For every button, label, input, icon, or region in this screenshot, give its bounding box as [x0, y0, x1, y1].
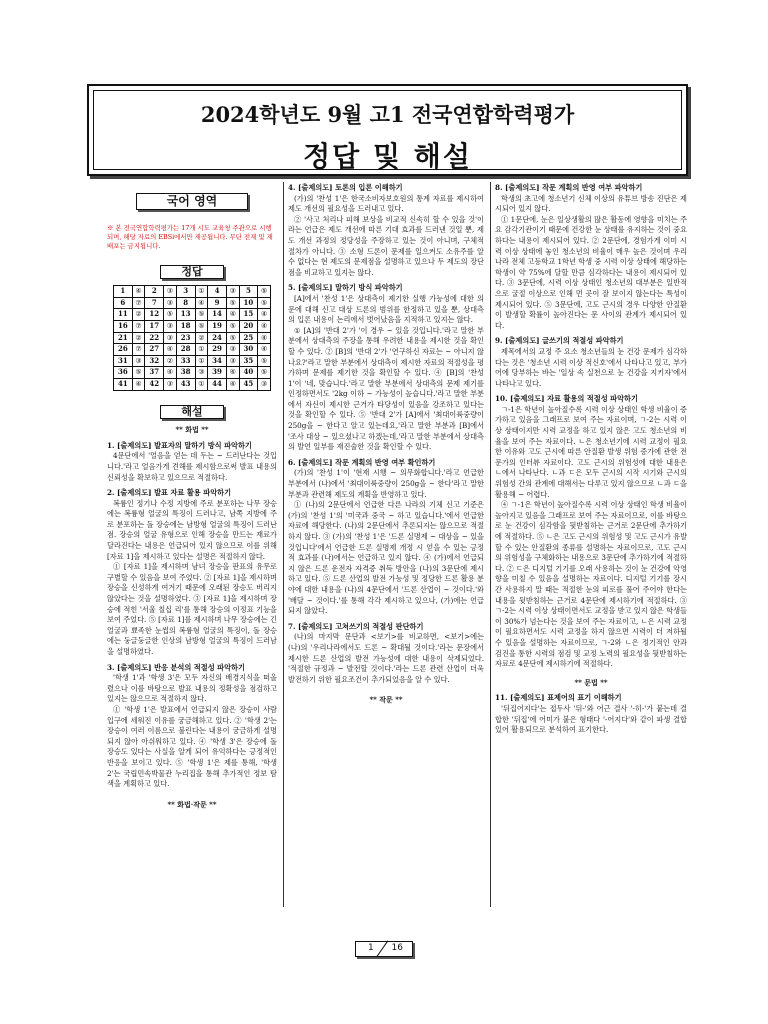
answer-choice: ③: [226, 355, 239, 367]
column-1: [107, 183, 277, 814]
answer-question-number: 24: [208, 332, 227, 344]
answer-row: [114, 367, 271, 379]
question-10-title: 10. [출제의도] 자료 활용의 적절성 파악하기: [495, 394, 638, 404]
answer-question-number: 6: [114, 297, 133, 309]
question-4-body: (가)의 '찬성 1'은 한국소비자보호원의 통계 자료를 제시하여 제도 개선의 필요성을 드러내고 있다.: [288, 193, 484, 214]
answer-choice: ③: [164, 320, 177, 332]
answer-choice: ⑤: [226, 297, 239, 309]
page-number: 1: [368, 943, 374, 953]
question-5-title: 5. [출제의도] 말하기 방식 파악하기: [288, 283, 403, 293]
answer-question-number: 11: [114, 309, 133, 321]
answer-row: [114, 286, 271, 298]
question-2-title: 2. [출제의도] 발표 자료 활용 파악하기: [107, 488, 232, 498]
answer-choice: ②: [195, 332, 208, 344]
question-4-title: 4. [출제의도] 토론의 입론 이해하기: [288, 183, 403, 192]
answer-question-number: 13: [176, 309, 195, 321]
answer-choice: ⑤: [195, 320, 208, 332]
question-5-body-options: ① [A]의 '반대 2'가 '이 경우 ~ 있을 것입니다.'라고 말한 부분에서 상대측의 주장을 통해 우려한 내용을 제시한 것을 확인할 수 있다. ② [B]의 '반대 2'가 '연구하신 자료는 ~ 아니지 않나요?'라고 말한 부분에서 상대측이 제시한 자료의 적절성을 평가하며 문제를 제기한 것을 확인할 수 있다. ④ [B]의 '찬성 1'이 '네, 맞습니다.'라고 말한 부분에서 상대측의 문제 제기를 인정하면서도 '2kg 이하 ~ 가능성이 높습니다.'라고 말한 부분에서 자신이 제시한 근거가 타당성이 있음을 강조하고 있다는 것을 확인할 수 있다. ⑤ '반대 2'가 [A]에서 '최대이륙중량이 250g을 ~ 한다고 알고 있는데요,'라고 말한 부분과 [B]에서 '조사 대상 ~ 있으셨나고 하겠는데,'라고 말한 부분에서 상대측의 발언 일부를 재진술한 것을 확인할 수 있다.: [288, 325, 484, 452]
header-inner-frame: [93, 90, 682, 173]
answer-choice: ④: [258, 344, 271, 356]
answer-question-number: 27: [145, 344, 164, 356]
answer-question-number: 23: [176, 332, 195, 344]
question-9-title: 9. [출제의도] 글쓰기의 적절성 파악하기: [495, 336, 624, 346]
answer-question-number: 22: [145, 332, 164, 344]
answer-choice: ⑤: [226, 320, 239, 332]
answer-choice: ⑤: [132, 367, 145, 379]
answer-choice: ④: [226, 367, 239, 379]
answer-choice: ⑤: [226, 332, 239, 344]
section-heading-korean: 국어 영역: [136, 193, 248, 210]
answer-question-number: 31: [114, 355, 133, 367]
question-2-body: 복륭인 정기나 수정 지방에 주로 분포하는 나무 장승에는 복륭형 얼굴의 특징이 드러나고, 남쪽 지방에 주로 분포하는 돌 장승에는 남방형 얼굴의 특징이 드러난 점. 장승의 얼굴 유형으로 인해 장승을 만드는 재료가 달라진다는 내용은 언급되어 있지 않으므로 이를 위해 [자료 1]을 제시하고 있다는 설명은 적절하지 않다.: [107, 498, 277, 561]
answer-choice: ②: [132, 332, 145, 344]
question-11-title: 11. [출제의도] 표제어의 표기 이해하기: [495, 693, 622, 703]
question-5-body: [A]에서 '찬성 1'은 상대측이 제기한 실행 가능성에 대한 의문에 대해 신고 대상 드론의 범위를 한정하고 있을 뿐, 상대측의 입론 내용이 논리에서 벗어났음을 지적하고 있지는 않다.: [288, 293, 484, 325]
question-11-body: '뒤집어지다'는 접두사 '뒤-'와 어근 결사 '-히-'가 붙는데 결합한 '뒤집'에 어미가 붙은 형태다 '-어지다'와 같이 파생 결합 있어 활용되므로 분석하여 표기한다.: [495, 703, 687, 735]
answer-choice: ④: [258, 332, 271, 344]
question-6-body-options: ① (나)의 2문단에서 언급한 다른 나라의 기체 신고 기준은 (가)의 '찬성 1'의 '미국과 중국 ~ 하고 있습니다.'에서 언급한 자료에 해당한다. (나)의 2문단에서 추론되지는 않으므로 적절하지 않다. ③ (가)의 '찬성 1'은 '드론 실명제 ~ 대상을 ~ 있을 것입니다'에서 언급한 드론 실명제 개정 시 얻을 수 있는 긍정적 효과를 (나)에서는 언급하고 있지 않다. ④ (가)에서 언급되지 않은 드론 운전자 자격증 취득 방안을 (나)의 3문단에 제시하고 있다. ⑤ 드론 산업의 발전 가능성 및 정당한 드론 활용 분야에 대한 내용을 (나)의 4문단에서 '드론 산업이 ~ 것이다.'와 '배달 ~ 것이다.'를 통해 각각 제시하고 있으나, (가)에는 언급되지 않았다.: [288, 500, 484, 616]
part-heading-speech: ** 화법 **: [175, 425, 209, 435]
answer-choice: ②: [132, 309, 145, 321]
question-9-body: 제목에서의 교정 주 요소 청소년들의 눈 건강 문제가 심각하다는 것은 '청소년 시력 이상 적신호'에서 나타나고 있고, 부가어에 당부하는 바는 '일상 속 실천으로 눈 건강을 지키자'에서 나타나고 있다.: [495, 346, 687, 388]
answer-choice: ④: [195, 297, 208, 309]
answer-choice: ④: [132, 378, 145, 390]
answer-question-number: 4: [208, 286, 227, 298]
answer-choice: ④: [164, 367, 177, 379]
answer-question-number: 30: [239, 344, 258, 356]
explanation-heading: 해설: [160, 405, 224, 420]
answer-choice: ②: [164, 355, 177, 367]
question-7-title: 7. [출제의도] 고쳐쓰기의 적절성 판단하기: [288, 621, 424, 631]
question-8-body-options: ① 1문단에, 눈은 일상생활의 많은 활동에 영향을 미치는 주요 감각기관이기 때문에 건강한 눈 상태를 유지하는 것이 중요하다는 내용이 제시되어 있다. ② 2문단에, 경험가게 이미 시력 이상 상태에 놓인 청소년의 비율이 매우 높은 것이며 우리나라 전체 고등학교 1학년 학생 중 시력 이상 상태에 해당하는 학생이 약 75%에 달할 만큼 심각하다는 내용이 제시되어 있다. ③ 3문단에, 시력 이상 상태인 청소년의 대부분은 일반적으로 굴절 이상으로 인해 먼 곳이 잘 보이지 않는다는 특성이 제시되어 있다. ⑤ 3문단에, 고도 근시의 경우 다양한 안질환이 발생할 확률이 높아진다는 문 사이의 관계가 제시되어 있다.: [495, 214, 687, 330]
exam-title: 2024학년도 9월 고1 전국연합학력평가: [200, 102, 575, 127]
answer-choice: ③: [164, 286, 177, 298]
answer-question-number: 28: [176, 344, 195, 356]
answer-question-number: 32: [145, 355, 164, 367]
answer-question-number: 40: [239, 367, 258, 379]
question-10-body-options: ④ ㄱ-1은 학년이 높아질수록 시력 이상 상태인 학생 비율이 높아지고 있음을 그래프로 보여 주는 자료이므로, 이를 바탕으로 눈 건강이 심각함을 뒷받침하는 근거로 2문단에 추가하기에 적절하다. ⑤ ㄴ은 고도 근시의 위험성 및 고도 근시가 유발할 수 있는 안질환의 종류를 설명하는 자료이므로, 고도 근시의 위험성을 구체화하는 내용으로 3문단에 추가하기에 적절하다. ② ㄷ은 디지털 기기를 오래 사용하는 것이 눈 건강에 악영향을 미칠 수 있음을 설명하는 자료이다. 디지털 기기를 장시간 사용하지 말 때는 적절한 눈의 피로를 풀어 주어야 한다는 내용을 뒷받침하는 근거로 4문단에 제시하기에 적절하다. ③ ㄱ-2는 시력 이상 상태이면서도 교정을 받고 있지 않은 학생들이 30%가 넘는다는 것을 보여 주는 자료이고, ㄴ은 시력 교정이 필요하면서도 시력 교정을 하지 않으면 시력이 더 저하될 수 있음을 설명하는 자료이므로, ㄱ-2와 ㄴ은 정기적인 안과 검진을 통한 시력의 점검 및 교정 노력의 필요성을 뒷받침하는 자료로 4문단에 제시하기에 적절하다.: [495, 500, 688, 669]
answer-question-number: 39: [208, 367, 227, 379]
answer-choice: ③: [164, 332, 177, 344]
answer-row: [114, 297, 271, 309]
answer-choice: ⑦: [132, 320, 145, 332]
answer-question-number: 12: [145, 309, 164, 321]
answer-question-number: 34: [208, 355, 227, 367]
page-total: 16: [391, 943, 403, 953]
question-10-body: ㄱ-1은 학년이 높아질수록 시력 이상 상태인 학생 비율이 증가하고 있음을 그래프로 보여 주는 자료이며, ㄱ-2는 시력 이상 상태이지만 시력 교정을 하고 있지 않은 고도 청소년의 비율을 보여 주는 자료이다. ㄴ은 청소년기에 시력 교정이 필요한 이유와 고도 근시에 따른 안질환 발생 위험 증가에 관한 전문가의 인터뷰 자료이다. 고도 근시의 위험성에 대한 내용은 ㄴ에서 나타난다. ㄴ과 ㄷ은 모두 근시의 시작 시기와 근시의 위험성 간의 관계에 대해서는 다루고 있지 않으므로 ㄴ과 ㄷ을 활용해 ~ 어렵다.: [495, 404, 687, 499]
answer-question-number: 21: [114, 332, 133, 344]
copyright-notice: ※ 본 전국연합학력평가는 17개 시도 교육청 주관으로 시행되며, 해당 자료의 EBSi에서만 제공됩니다. 무단 전재 및 재배포는 금지됩니다.: [107, 223, 273, 250]
answer-question-number: 17: [145, 320, 164, 332]
column-divider-1: [283, 182, 284, 907]
answer-question-number: 5: [239, 286, 258, 298]
answer-question-number: 43: [176, 378, 195, 390]
answer-choice: ⑤: [164, 309, 177, 321]
answer-question-number: 2: [145, 286, 164, 298]
answer-row: [114, 320, 271, 332]
part-heading-speech-writing: ** 화법·작문 **: [167, 799, 217, 809]
column-2: [288, 183, 484, 710]
answer-choice: ⑤: [258, 297, 271, 309]
answer-question-number: 15: [239, 309, 258, 321]
answer-question-number: 14: [208, 309, 227, 321]
header-box: [87, 84, 688, 176]
question-3-body-options: ① '학생 1'은 발표에서 언급되지 않은 장승이 사람 입구에 세워진 이유를 궁금해하고 있다. ② '학생 2'는 장승이 여러 이름으로 불린다는 내용이 궁금하게 설명되지 않아 아쉬워하고 있다. ④ '학생 3'은 장승에 돌 장승도 있다는 사실을 알게 되어 유익하다는 긍정적인 반응을 보이고 있다. ⑤ '학생 1'은 제를 통해, '학생 2'는 국립민속박물관 누리집을 통해 추가적인 정보 탐색을 계획하고 있다.: [107, 704, 277, 789]
answer-key-title: 정답 및 해설: [303, 140, 472, 173]
answer-question-number: 38: [176, 367, 195, 379]
answer-choice: ④: [226, 309, 239, 321]
answer-choice: ④: [258, 320, 271, 332]
answer-choice: ④: [132, 286, 145, 298]
answer-row: [114, 332, 271, 344]
answer-question-number: 33: [176, 355, 195, 367]
answer-choice: ③: [132, 355, 145, 367]
answer-question-number: 19: [208, 320, 227, 332]
question-7-body: (나)의 마지막 문단과 <보기>를 비교하면, <보기>에는 (나)의 '우리나라에서도 드론 ~ 확대될 것이다.'라는 문장에서 제시한 드론 산업의 발전 가능성에 대한 내용이 삭제되었다. '적절한 규정과 ~ 발전할 것이다.'라는 드론 관련 산업이 더욱 발전하기 위한 필요조건이 추가되었음을 알 수 있다.: [288, 632, 484, 684]
question-4-body-options: ② '사고 처리나 피해 보상을 비교적 신속히 할 수 있을 것'이라는 언급은 제도 개선에 따른 기대 효과를 드러낸 것일 뿐, 제도 개선 과정의 정당성을 주장하고 있는 것이 아니며, 구체적 절차가 아니다. ③ 소형 드론이 문제를 일으켜도 소유주를 알 수 없다는 현 제도의 문제점을 설명하고 있으나 두 제도의 장단점을 비교하고 있지는 않다.: [288, 214, 484, 277]
answer-choice: ③: [164, 378, 177, 390]
question-6-title: 6. [출제의도] 작문 계획의 반영 여부 확인하기: [288, 457, 436, 467]
answer-choice: ①: [195, 378, 208, 390]
answer-question-number: 25: [239, 332, 258, 344]
question-1-body: 4문단에서 '얼음을 얻는 데 두는 ~ 드러난다는 것입니다.'라고 얼음가게 견해를 제시함으로써 발표 내용의 신뢰성을 확보하고 있으므로 적절하다.: [107, 451, 277, 482]
answer-question-number: 3: [176, 286, 195, 298]
column-3: [495, 183, 687, 736]
answer-question-number: 41: [114, 378, 133, 390]
answer-question-number: 16: [114, 320, 133, 332]
answer-choice: ③: [226, 344, 239, 356]
answer-choice: ①: [195, 286, 208, 298]
answer-heading: 정답: [160, 265, 224, 280]
page-number-slash: [377, 940, 389, 956]
question-1-title: 1. [출제의도] 발표자의 말하기 방식 파악하기: [107, 440, 252, 450]
answer-question-number: 10: [239, 297, 258, 309]
answer-question-number: 8: [176, 297, 195, 309]
answer-choice: ④: [226, 378, 239, 390]
answer-choice: ⑤: [258, 286, 271, 298]
question-8-title: 8. [출제의도] 작문 계획의 반영 여부 파악하기: [495, 183, 643, 192]
answer-question-number: 29: [208, 344, 227, 356]
answer-choice: ④: [258, 309, 271, 321]
answer-question-number: 18: [176, 320, 195, 332]
part-heading-writing: ** 작문 **: [369, 695, 403, 705]
part-heading-grammar: ** 문법 **: [574, 677, 608, 687]
answer-table: [113, 285, 271, 390]
answer-choice: ⑦: [132, 344, 145, 356]
answer-choice: ④: [164, 344, 177, 356]
answer-question-number: 20: [239, 320, 258, 332]
answer-choice: ⑤: [195, 309, 208, 321]
answer-question-number: 1: [114, 286, 133, 298]
answer-choice: ①: [195, 355, 208, 367]
answer-question-number: 26: [114, 344, 133, 356]
column-divider-2: [490, 182, 491, 907]
answer-row: [114, 378, 271, 390]
answer-choice: ⑤: [258, 355, 271, 367]
answer-question-number: 42: [145, 378, 164, 390]
question-3-body: '학생 1'과 '학생 3'은 모두 자신의 배경지식을 떠올렸으나 이를 바탕으로 발표 내용의 정확성을 점검하고 있지는 않으므로 적절하지 않다.: [107, 673, 277, 704]
question-3-title: 3. [출제의도] 반응 분석의 적절성 파악하기: [107, 662, 245, 672]
answer-question-number: 36: [114, 367, 133, 379]
answer-question-number: 44: [208, 378, 227, 390]
answer-question-number: 35: [239, 355, 258, 367]
answer-question-number: 7: [145, 297, 164, 309]
answer-choice: ⑤: [258, 367, 271, 379]
question-6-body: (가)의 '찬성 1'이 '현재 시행 ~ 의무화합니다.'라고 언급한 부분에서 (나)에서 '최대이륙중량이 250g을 ~ 한다'라고 말한 부분과 관련해 제도의 계획을 반영하고 있다.: [288, 468, 484, 499]
question-2-body-options: ① [자료 1]을 제시하며 남녀 장승을 판표의 유무로 구별할 수 있음을 보여 주었다. ② [자료 1]을 제시하며 장승을 신성하게 여겨기 때문에 오래된 장승도 버리지 않았다는 것을 설명하였다. ③ [자료 1]을 제시하며 장승에 적힌 '서울 칠십 리'를 통해 장승의 이정표 기능을 보여 주었다. ⑤ [자료 1]를 제시하며 나무 장승에는 긴 얼굴과 뾰족한 눈썹의 복륭형 얼굴의 특징이, 돌 장승에는 둥글둥글한 인상의 남방형 얼굴의 특징이 드러남을 설명하였다.: [107, 562, 277, 656]
answer-row: [114, 309, 271, 321]
answer-row: [114, 355, 271, 367]
answer-question-number: 37: [145, 367, 164, 379]
page-number-box: [355, 941, 413, 957]
answer-choice: ③: [258, 378, 271, 390]
answer-choice: ⑦: [132, 297, 145, 309]
answer-choice: ③: [164, 297, 177, 309]
answer-question-number: 45: [239, 378, 258, 390]
answer-choice: ①: [195, 344, 208, 356]
question-8-body: 학생의 초고에 청소년기 신체 이상의 유튜브 방송 진단은 제시되어 있지 않다.: [495, 193, 687, 214]
answer-choice: ③: [195, 367, 208, 379]
answer-choice: ③: [226, 286, 239, 298]
answer-row: [114, 344, 271, 356]
answer-question-number: 9: [208, 297, 227, 309]
